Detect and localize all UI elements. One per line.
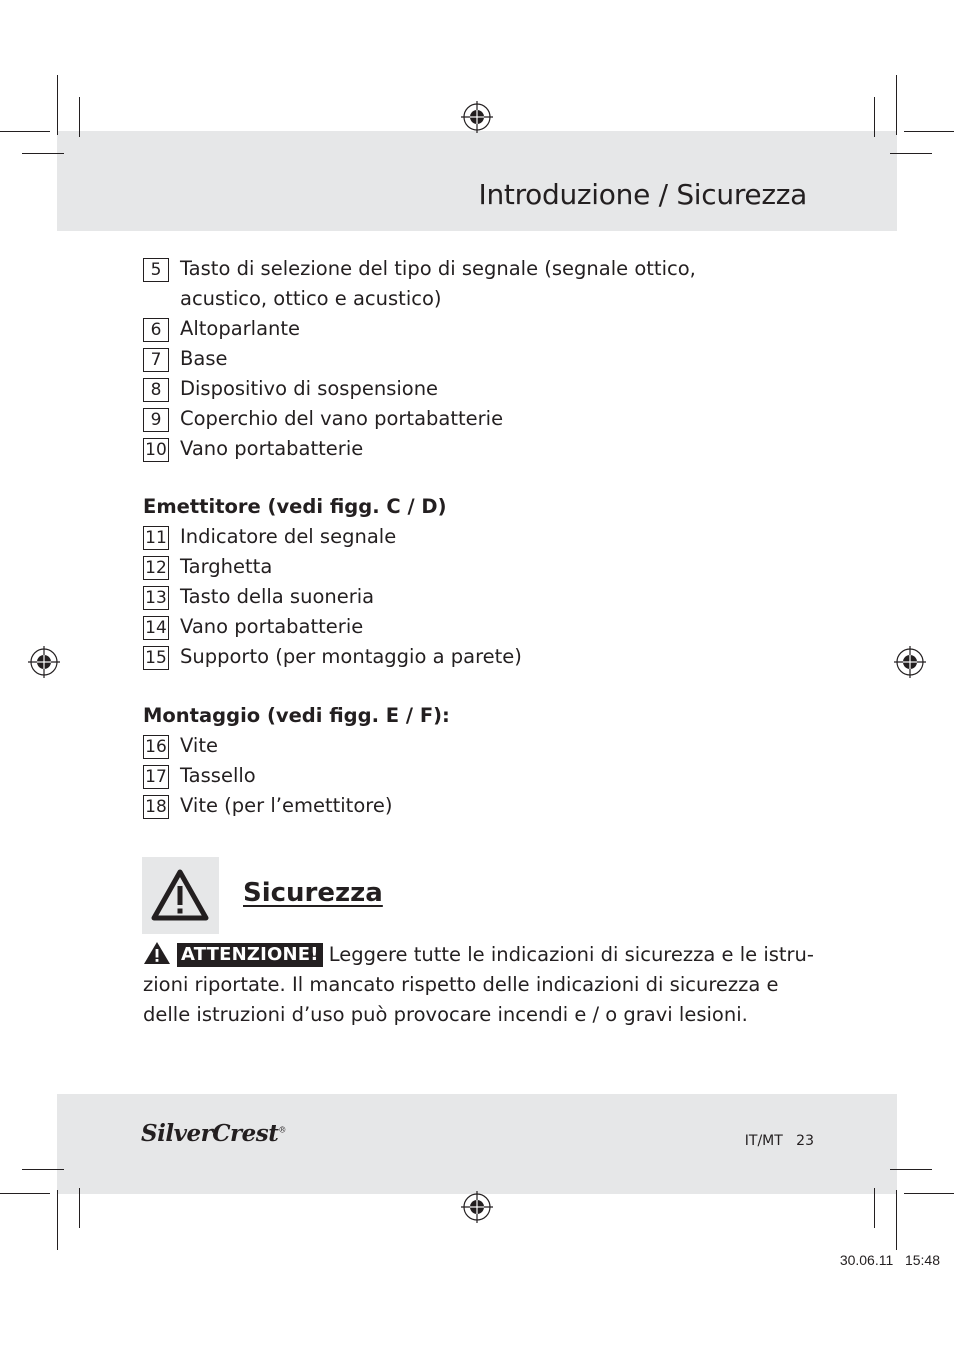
crop-mark: [896, 75, 897, 135]
registration-mark-icon: [461, 101, 493, 133]
mounting-list: [143, 731, 780, 821]
item-number: 10: [143, 438, 169, 462]
item-text: Altoparlante: [180, 317, 301, 340]
list-item: [143, 434, 780, 464]
item-number: 8: [143, 378, 169, 402]
page-title: Introduzione / Sicurezza: [478, 178, 807, 211]
emitter-heading: Emettitore (vedi figg. C / D): [143, 495, 447, 518]
item-text: Vite: [180, 734, 218, 757]
locale-code: IT/MT: [744, 1133, 783, 1149]
emitter-list: [143, 522, 780, 672]
item-text: Supporto (per montaggio a parete): [180, 645, 522, 668]
crop-mark: [79, 97, 80, 137]
list-item: [143, 552, 780, 582]
registration-mark-icon: [28, 646, 60, 678]
item-number: 11: [143, 526, 169, 550]
item-number: 12: [143, 556, 169, 580]
parts-list: [143, 254, 780, 464]
list-item: [143, 522, 780, 552]
crop-mark: [904, 131, 954, 132]
list-item: [143, 731, 780, 761]
print-stamp: [840, 1252, 940, 1268]
list-item: [143, 374, 780, 404]
item-text: Vite (per l’emettitore): [180, 794, 393, 817]
brand-name: SilverCrest: [141, 1120, 279, 1147]
list-item: [143, 582, 780, 612]
item-text: Tasto di selezione del tipo di segnale (segnale ottico, acustico, ottico e acustico): [180, 257, 696, 310]
item-number: 14: [143, 616, 169, 640]
crop-mark: [874, 1188, 875, 1228]
list-item: [143, 404, 780, 434]
item-number: 9: [143, 408, 169, 432]
crop-mark: [904, 1193, 954, 1194]
page-reference: [745, 1133, 814, 1149]
item-number: 16: [143, 735, 169, 759]
warning-triangle-icon: [143, 941, 171, 965]
item-text: Vano portabatterie: [180, 437, 364, 460]
item-text: Coperchio del vano portabatterie: [180, 407, 504, 430]
item-number: 5: [143, 258, 169, 282]
item-number: 6: [143, 318, 169, 342]
crop-mark: [79, 1188, 80, 1228]
mounting-heading: Montaggio (vedi figg. E / F):: [143, 704, 450, 727]
crop-mark: [22, 153, 64, 154]
section-title: Sicurezza: [243, 878, 383, 908]
warning-paragraph: [143, 940, 823, 1030]
item-number: 7: [143, 348, 169, 372]
list-item: [143, 791, 780, 821]
crop-mark: [890, 153, 932, 154]
item-number: 15: [143, 646, 169, 670]
list-item: [143, 612, 780, 642]
warning-label: ATTENZIONE!: [177, 943, 323, 967]
item-text: Tassello: [180, 764, 256, 787]
list-item: [143, 254, 780, 314]
page-number: 23: [796, 1133, 814, 1149]
list-item: [143, 761, 780, 791]
list-item: [143, 314, 780, 344]
crop-mark: [57, 75, 58, 135]
crop-mark: [57, 1190, 58, 1250]
item-text: Vano portabatterie: [180, 615, 364, 638]
print-time: 15:48: [904, 1252, 940, 1268]
warning-triangle-icon: [151, 869, 209, 921]
safety-icon-box: [142, 857, 219, 934]
item-number: 18: [143, 795, 169, 819]
registration-mark-icon: [461, 1191, 493, 1223]
item-number: 17: [143, 765, 169, 789]
registration-mark-icon: [894, 646, 926, 678]
crop-mark: [22, 1169, 64, 1170]
item-text: Targhetta: [180, 555, 273, 578]
item-text: Dispositivo di sospensione: [180, 377, 439, 400]
crop-mark: [0, 131, 50, 132]
item-number: 13: [143, 586, 169, 610]
crop-mark: [890, 1169, 932, 1170]
brand-mark: ®: [278, 1125, 286, 1135]
crop-mark: [896, 1190, 897, 1250]
item-text: Base: [180, 347, 228, 370]
list-item: [143, 344, 780, 374]
warning-text: Leggere tutte le indicazioni di sicurezza e le istru-zioni riportate. Il mancato rispetto delle indicazioni di sicurezza e delle istruzioni d’uso può provocare incendi e / o gravi lesioni.: [143, 943, 814, 1026]
brand-logo: [141, 1120, 286, 1147]
print-date: 30.06.11: [839, 1252, 894, 1268]
list-item: [143, 642, 780, 672]
crop-mark: [0, 1193, 50, 1194]
item-text: Tasto della suoneria: [180, 585, 375, 608]
item-text: Indicatore del segnale: [180, 525, 397, 548]
crop-mark: [874, 97, 875, 137]
